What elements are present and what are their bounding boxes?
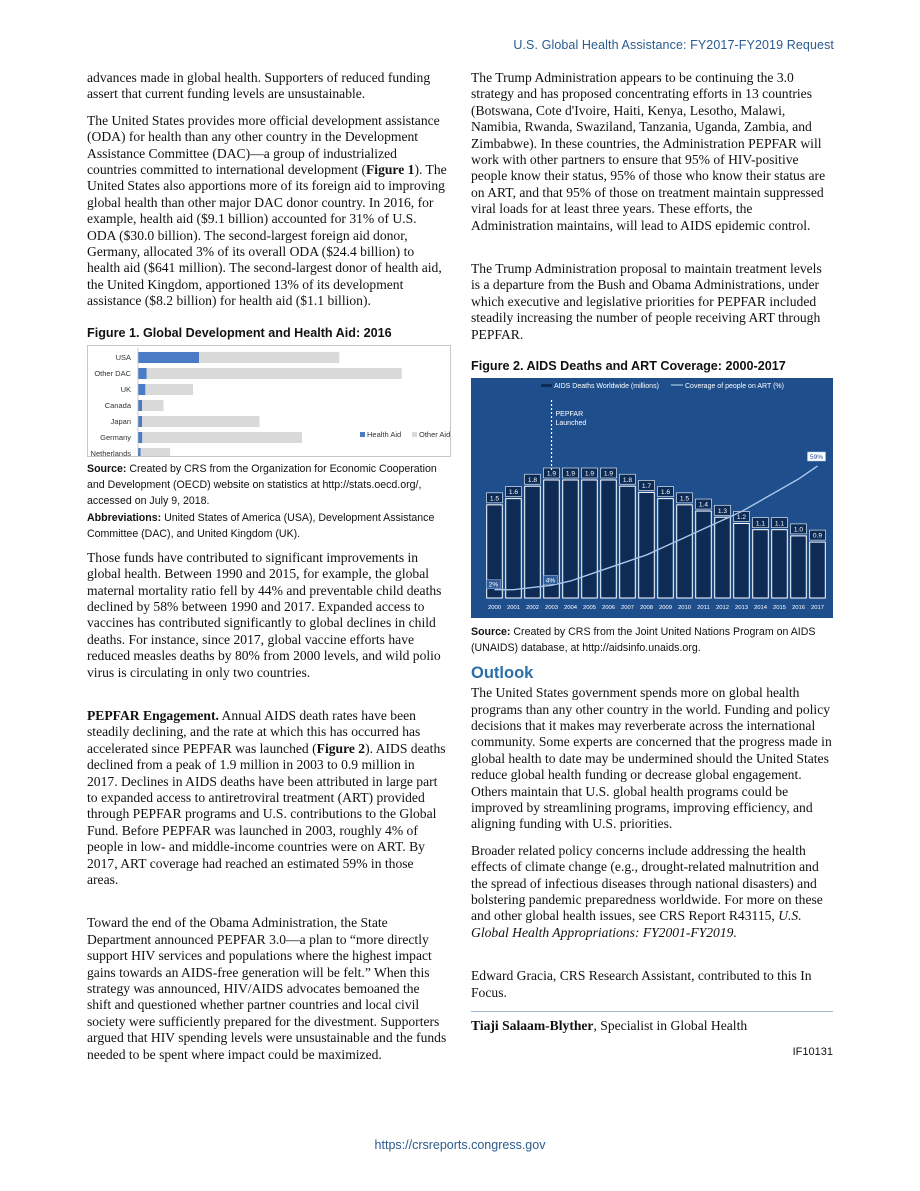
run-in-heading: PEPFAR Engagement. xyxy=(87,707,219,723)
outlook-paragraph-1: The United States government spends more on global health programs than any other country in the world. Funding and policy decisions that it makes may reverberate across the international community. Some experts are concerned that the progress made in global health to date may be undermined should the United States reduce global health funding or decrease global engagement. Others maintain that U.S. global health programs could be improved by streamlining programs, improving efficiency, and aligning funding with U.S. priorities. xyxy=(471,685,832,832)
running-header: U.S. Global Health Assistance: FY2017-FY2019 Request xyxy=(513,38,834,52)
figure-1-link[interactable]: Figure 1 xyxy=(365,162,415,178)
figure-1-svg xyxy=(88,346,450,456)
x-tick-label: 2012 xyxy=(715,605,730,612)
aids-deaths-bar xyxy=(753,530,769,598)
x-tick-label: 2010 xyxy=(677,605,692,612)
right-paragraph-1: The Trump Administration appears to be continuing the 3.0 strategy and has proposed concentrating efforts in 13 countries (Botswana, Cote d'Ivoire, Haiti, Kenya, Lesotho, Malawi, Namibia, Rwanda, Swaziland, Tanzania, Uganda, Zambia, and Zimbabwe). In these countries, the Administration PEPFAR will work with other partners to ensure that 95% of HIV-positive people know their status, 95% of those who know their status are on ART, and that 95% of those on treatment maintain suppressed viral loads for at least three years. These efforts, the Administration maintains, will lead to AIDS epidemic control. xyxy=(471,70,826,233)
source-text: Created by CRS from the Organization for Economic Cooperation and Development (OECD) website on statistics at http://stats.oecd.org/, accessed on July 9, 2018. xyxy=(87,462,437,507)
left-paragraph-1: advances made in global health. Supporters of reduced funding assert that current funding levels are unsustainable. xyxy=(87,70,431,102)
right-paragraph-2: The Trump Administration proposal to maintain treatment levels is a departure from the Bush and Obama Administrations, under which executive and legislative priorities for PEPFAR included steadily increasing the number of people receiving ART through PEPFAR. xyxy=(471,261,822,342)
bar-data-label: 1.9 xyxy=(546,470,557,478)
contributor-note: Edward Gracia, CRS Research Assistant, contributed to this In Focus. xyxy=(471,968,812,1000)
text-run: Broader related policy concerns include addressing the health effects of climate change (e.g., drought-related malnutrition and the spread of infectious diseases through national disasters) and bolstering pandemic preparedness worldwide. For more on these and other global health issues, see CRS Report R43115, xyxy=(471,842,823,924)
x-tick-label: 2002 xyxy=(525,605,540,612)
bar-health-aid xyxy=(138,368,147,379)
left-column xyxy=(87,70,450,1073)
legend-label: Coverage of people on ART (%) xyxy=(685,383,784,391)
author-name: Tiaji Salaam-Blyther xyxy=(471,1018,594,1033)
category-label: Canada xyxy=(104,400,131,410)
aids-deaths-bar xyxy=(506,499,522,598)
report-title-link[interactable]: U.S. Global Health Appropriations: FY2001-FY2019. xyxy=(471,908,802,940)
bar-health-aid xyxy=(138,400,142,411)
aids-deaths-bar xyxy=(677,505,693,598)
annotation-label: PEPFAR xyxy=(555,411,584,419)
x-tick-label: 2014 xyxy=(753,605,768,612)
text-run: The United States provides more official development assistance (ODA) for health than any other country in the Development Assistance Committee (DAC)—a group of industrialized countries committed to international development ( xyxy=(87,112,440,178)
text-run: ). AIDS deaths declined from a peak of 1.9 million in 2003 to 0.9 million in 2017. Declines in AIDS deaths have been attributed in large part to expanded access to antiretroviral treatment (ART) provided through PEPFAR programs and U.S. contributions to the Global Fund. Before PEPFAR was launched in 2003, roughly 4% of people in low- and middle-income countries were on ART. By 2017, ART coverage had reached an estimated 59% in those areas. xyxy=(87,740,446,887)
abbreviations-label: Abbreviations: xyxy=(87,511,162,524)
bar-data-label: 1.9 xyxy=(584,470,595,478)
text-run: ). The United States also apportions more of its foreign aid to improving global health than other major DAC donor country. In 2016, for example, health aid ($9.1 billion) accounted for 31% of U.S. ODA ($30.0 billion). The second-largest foreign aid donor, Germany, allocated 3% of its overall ODA ($24.4 billion) to health aid ($641 million). The second-largest donor of health aid, the United Kingdom, apportioned 13% of its development assistance ($8.2 billion) for health aid ($1.1 billion). xyxy=(87,162,447,309)
document-code: IF10131 xyxy=(792,1046,833,1059)
bar-data-label: 0.9 xyxy=(812,532,823,540)
aids-deaths-bar xyxy=(715,517,731,598)
aids-deaths-bar xyxy=(772,530,788,598)
aids-deaths-bar xyxy=(601,480,617,598)
figure-1-chart xyxy=(87,345,451,457)
outlook-paragraph-2 xyxy=(471,843,833,941)
x-tick-label: 2009 xyxy=(658,605,673,612)
bar-data-label: 1.2 xyxy=(736,514,747,522)
spacer xyxy=(87,898,447,915)
aids-deaths-bar xyxy=(696,511,712,598)
bar-data-label: 1.9 xyxy=(565,470,576,478)
x-tick-label: 2015 xyxy=(772,605,787,612)
bar-data-label: 1.1 xyxy=(755,520,766,528)
legend-swatch xyxy=(360,432,365,437)
bar-data-label: 1.8 xyxy=(527,476,538,484)
bar-other-aid xyxy=(145,384,193,395)
x-tick-label: 2005 xyxy=(582,605,597,612)
category-label: Other DAC xyxy=(94,368,131,378)
divider xyxy=(471,1011,833,1012)
bar-health-aid xyxy=(138,384,145,395)
legend-label: AIDS Deaths Worldwide (millions) xyxy=(554,383,659,391)
bar-data-label: 1.6 xyxy=(508,489,519,497)
bar-data-label: 1.9 xyxy=(603,470,614,478)
outlook-heading: Outlook xyxy=(471,664,534,683)
figure-1-title: Figure 1. Global Development and Health Aid: 2016 xyxy=(87,325,392,340)
bar-health-aid xyxy=(138,352,199,363)
line-data-label: 4% xyxy=(545,577,556,585)
x-tick-label: 2016 xyxy=(791,605,806,612)
figure-2-source xyxy=(471,624,833,656)
text-run: Annual AIDS death rates have been steadily declining, and the rate at which this has occurred has accelerated since PEPFAR was launched ( xyxy=(87,707,421,756)
bar-other-aid xyxy=(142,400,163,411)
legend-label: Other Aid xyxy=(419,429,450,439)
aids-deaths-bar xyxy=(810,542,826,598)
bar-data-label: 1.8 xyxy=(622,476,633,484)
bar-other-aid xyxy=(147,368,402,379)
category-label: UK xyxy=(120,384,131,394)
figure-2-svg xyxy=(471,378,833,618)
category-label: Netherlands xyxy=(90,448,131,456)
source-label: Source: xyxy=(87,462,127,475)
aids-deaths-bar xyxy=(639,493,655,599)
spacer xyxy=(471,951,833,968)
left-paragraph-3: Those funds have contributed to significant improvements in global health. Between 1990 and 2015, for example, the global maternal mortality ratio fell by 44% and preventable child deaths declined by 58% between 1990 and 2017. Expanded access to vaccines has contributed significantly to global declines in child deaths. For instance, since 2017, global vaccine efforts have reduced measles deaths by 80% from 2000 levels, and wild polio virus is circulating in only two countries. xyxy=(87,549,442,680)
category-label: Japan xyxy=(110,416,131,426)
legend-label: Health Aid xyxy=(367,429,402,439)
bar-data-label: 1.7 xyxy=(641,483,652,491)
bar-data-label: 1.6 xyxy=(660,489,671,497)
left-paragraph-2 xyxy=(87,113,447,310)
aids-deaths-bar xyxy=(734,524,750,599)
bar-data-label: 1.5 xyxy=(489,495,500,503)
x-tick-label: 2013 xyxy=(734,605,749,612)
x-tick-label: 2003 xyxy=(544,605,559,612)
legend-swatch xyxy=(541,384,552,387)
aids-deaths-bar xyxy=(620,486,636,598)
author-role: , Specialist in Global Health xyxy=(593,1018,748,1033)
bar-other-aid xyxy=(142,416,259,427)
bar-other-aid xyxy=(141,448,171,456)
x-tick-label: 2006 xyxy=(601,605,616,612)
figure-2-title: Figure 2. AIDS Deaths and ART Coverage: 2000-2017 xyxy=(471,359,786,374)
right-column xyxy=(471,70,833,1058)
x-tick-label: 2008 xyxy=(639,605,654,612)
line-data-label: 2% xyxy=(488,581,499,589)
bar-health-aid xyxy=(138,416,142,427)
bar-other-aid xyxy=(142,432,302,443)
source-text: Created by CRS from the Joint United Nations Program on AIDS (UNAIDS) database, at http://aidsinfo.unaids.org. xyxy=(471,626,816,655)
x-tick-label: 2001 xyxy=(506,605,521,612)
legend-swatch xyxy=(412,432,417,437)
bar-data-label: 1.3 xyxy=(717,507,728,515)
abbreviations-text: United States of America (USA), Development Assistance Committee (DAC), and United Kingdom (UK). xyxy=(87,511,435,540)
spacer xyxy=(87,691,447,708)
category-label: Germany xyxy=(100,432,131,442)
bar-data-label: 1.5 xyxy=(679,495,690,503)
category-label: USA xyxy=(115,352,131,362)
spacer xyxy=(471,244,833,261)
aids-deaths-bar xyxy=(791,536,807,598)
x-tick-label: 2007 xyxy=(620,605,635,612)
figure-2-link[interactable]: Figure 2 xyxy=(316,740,366,756)
bar-health-aid xyxy=(138,448,141,456)
x-tick-label: 2004 xyxy=(563,605,578,612)
x-tick-label: 2017 xyxy=(810,605,825,612)
bar-data-label: 1.1 xyxy=(774,520,785,528)
figure-1-abbreviations xyxy=(87,510,447,542)
bar-health-aid xyxy=(138,432,142,443)
author-line xyxy=(471,1018,833,1034)
bar-data-label: 1.4 xyxy=(698,501,709,509)
annotation-label: Launched xyxy=(555,420,587,428)
pepfar-engagement-paragraph xyxy=(87,708,447,888)
figure-1-source xyxy=(87,461,447,509)
bar-data-label: 1.0 xyxy=(793,526,804,534)
aids-deaths-bar xyxy=(582,480,598,598)
x-tick-label: 2011 xyxy=(697,605,710,612)
bar-other-aid xyxy=(199,352,339,363)
aids-deaths-bar xyxy=(525,486,541,598)
left-paragraph-5: Toward the end of the Obama Administration, the State Department announced PEPFAR 3.0—a plan to “more directly support HIV services and populations where the highest impact gains towards an AIDS-free generation will be felt.” When this strategy was announced, HIV/AIDS advocates bemoaned the shift and questioned whether partner countries and local civil society were sufficiently prepared for the divestment. Supporters argued that HIV spending levels were unsustainable and the funds needed to be spent where impact could be maximized. xyxy=(87,915,447,1062)
figure-2-chart xyxy=(471,378,833,618)
x-tick-label: 2000 xyxy=(487,605,502,612)
line-data-label: 59% xyxy=(809,454,824,462)
footer-url[interactable]: https://crsreports.congress.gov xyxy=(374,1138,546,1152)
source-label: Source: xyxy=(471,626,511,639)
